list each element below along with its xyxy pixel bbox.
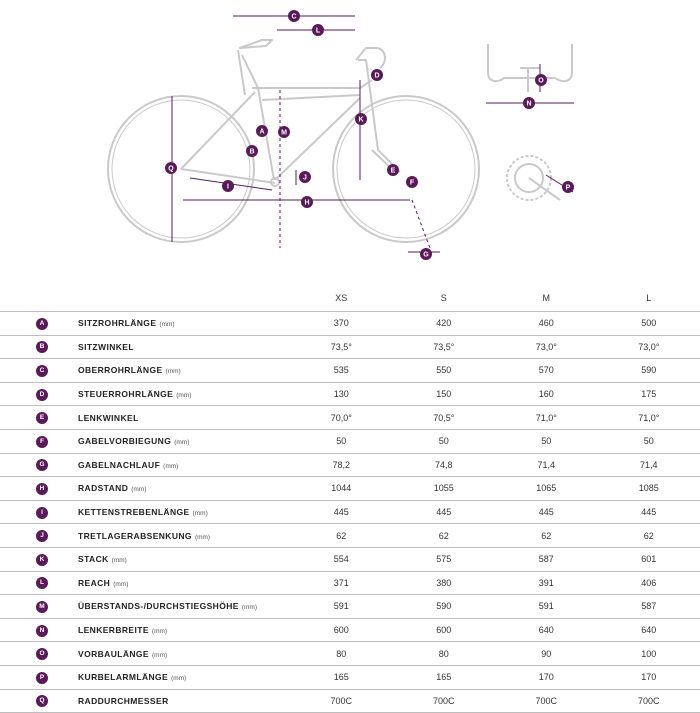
value-cell-l: 73,0° bbox=[598, 335, 700, 359]
value-cell-xs: 62 bbox=[290, 524, 393, 548]
value-cell-m: 71,4 bbox=[495, 453, 598, 477]
measurement-unit: (mm) bbox=[113, 581, 128, 588]
value-cell-l: 50 bbox=[598, 429, 700, 453]
measurement-name: VORBAULÄNGE bbox=[78, 649, 149, 659]
value-cell-s: 420 bbox=[393, 312, 496, 336]
badge-J bbox=[299, 171, 311, 183]
row-letter-cell bbox=[0, 618, 78, 642]
row-name-cell bbox=[78, 453, 290, 477]
measurement-name: KURBELARMLÄNGE bbox=[78, 672, 168, 682]
header-letter-cell bbox=[0, 285, 78, 312]
value-cell-xs: 50 bbox=[290, 429, 393, 453]
header-size: M bbox=[495, 285, 598, 312]
measurement-letter-badge: M bbox=[36, 601, 48, 613]
measurement-unit: (mm) bbox=[195, 534, 210, 541]
svg-text:G: G bbox=[423, 252, 429, 259]
row-letter-cell bbox=[0, 665, 78, 689]
table-row bbox=[0, 665, 700, 689]
row-name-cell bbox=[78, 382, 290, 406]
svg-text:J: J bbox=[303, 175, 307, 182]
value-cell-m: 700C bbox=[495, 689, 598, 713]
value-cell-s: 80 bbox=[393, 642, 496, 666]
measurement-unit: (mm) bbox=[174, 439, 189, 446]
table-row bbox=[0, 547, 700, 571]
measurement-unit: (mm) bbox=[112, 557, 127, 564]
measurement-name: GABELVORBIEGUNG bbox=[78, 436, 171, 446]
svg-text:E: E bbox=[391, 168, 396, 175]
value-cell-m: 587 bbox=[495, 547, 598, 571]
value-cell-m: 460 bbox=[495, 312, 598, 336]
measurement-letter-badge: G bbox=[36, 459, 48, 471]
row-letter-cell bbox=[0, 406, 78, 430]
value-cell-s: 73,5° bbox=[393, 335, 496, 359]
value-cell-xs: 70,0° bbox=[290, 406, 393, 430]
svg-text:K: K bbox=[358, 117, 363, 124]
row-name-cell bbox=[78, 335, 290, 359]
measurement-name: OBERROHRLÄNGE bbox=[78, 365, 163, 375]
value-cell-xs: 554 bbox=[290, 547, 393, 571]
value-cell-xs: 600 bbox=[290, 618, 393, 642]
value-cell-s: 165 bbox=[393, 665, 496, 689]
row-name-cell bbox=[78, 618, 290, 642]
bike-frame bbox=[181, 40, 400, 186]
measurement-unit: (mm) bbox=[176, 392, 191, 399]
row-letter-cell bbox=[0, 642, 78, 666]
measurement-name: RADDURCHMESSER bbox=[78, 696, 169, 706]
value-cell-m: 62 bbox=[495, 524, 598, 548]
value-cell-s: 1055 bbox=[393, 477, 496, 501]
crankset bbox=[507, 156, 560, 200]
measurement-letter-badge: A bbox=[36, 318, 48, 330]
badge-H bbox=[301, 196, 313, 208]
row-letter-cell bbox=[0, 453, 78, 477]
value-cell-s: 150 bbox=[393, 382, 496, 406]
measurement-letter-badge: C bbox=[36, 365, 48, 377]
value-cell-m: 640 bbox=[495, 618, 598, 642]
measurement-unit: (mm) bbox=[193, 510, 208, 517]
value-cell-s: 380 bbox=[393, 571, 496, 595]
row-name-cell bbox=[78, 595, 290, 619]
svg-text:P: P bbox=[566, 185, 571, 192]
geometry-table bbox=[0, 285, 700, 713]
row-name-cell bbox=[78, 665, 290, 689]
row-name-cell bbox=[78, 642, 290, 666]
measurement-letter-badge: O bbox=[36, 648, 48, 660]
badge-E bbox=[387, 164, 399, 176]
value-cell-xs: 700C bbox=[290, 689, 393, 713]
measurement-name: GABELNACHLAUF bbox=[78, 460, 160, 470]
value-cell-xs: 80 bbox=[290, 642, 393, 666]
value-cell-m: 1065 bbox=[495, 477, 598, 501]
measurement-name: LENKERBREITE bbox=[78, 625, 149, 635]
geometry-table-body bbox=[0, 312, 700, 713]
table-row bbox=[0, 453, 700, 477]
value-cell-m: 445 bbox=[495, 500, 598, 524]
value-cell-m: 591 bbox=[495, 595, 598, 619]
header-size: S bbox=[393, 285, 496, 312]
table-row bbox=[0, 524, 700, 548]
table-row bbox=[0, 406, 700, 430]
svg-text:O: O bbox=[538, 78, 544, 85]
value-cell-l: 445 bbox=[598, 500, 700, 524]
value-cell-xs: 130 bbox=[290, 382, 393, 406]
measurement-name: SITZWINKEL bbox=[78, 342, 134, 352]
table-row bbox=[0, 571, 700, 595]
row-name-cell bbox=[78, 689, 290, 713]
value-cell-xs: 73,5° bbox=[290, 335, 393, 359]
measurement-unit: (mm) bbox=[166, 368, 181, 375]
value-cell-xs: 591 bbox=[290, 595, 393, 619]
measurement-letter-badge: J bbox=[36, 530, 48, 542]
row-name-cell bbox=[78, 500, 290, 524]
value-cell-m: 391 bbox=[495, 571, 598, 595]
row-letter-cell bbox=[0, 595, 78, 619]
value-cell-m: 50 bbox=[495, 429, 598, 453]
row-letter-cell bbox=[0, 429, 78, 453]
value-cell-s: 575 bbox=[393, 547, 496, 571]
row-letter-cell bbox=[0, 477, 78, 501]
svg-text:B: B bbox=[249, 149, 254, 156]
measurement-name: LENKWINKEL bbox=[78, 413, 139, 423]
value-cell-l: 700C bbox=[598, 689, 700, 713]
table-row bbox=[0, 595, 700, 619]
value-cell-s: 550 bbox=[393, 359, 496, 383]
badge-I bbox=[222, 180, 234, 192]
badge-N bbox=[523, 97, 535, 109]
value-cell-l: 71,0° bbox=[598, 406, 700, 430]
header-size: L bbox=[598, 285, 700, 312]
measurement-letter-badge: N bbox=[36, 625, 48, 637]
svg-text:D: D bbox=[374, 73, 379, 80]
value-cell-l: 601 bbox=[598, 547, 700, 571]
front-wheel bbox=[333, 96, 479, 242]
value-cell-m: 170 bbox=[495, 665, 598, 689]
row-letter-cell bbox=[0, 335, 78, 359]
value-cell-l: 640 bbox=[598, 618, 700, 642]
measurement-lines bbox=[172, 16, 440, 252]
value-cell-s: 445 bbox=[393, 500, 496, 524]
value-cell-s: 62 bbox=[393, 524, 496, 548]
svg-text:Q: Q bbox=[168, 166, 174, 173]
table-row bbox=[0, 642, 700, 666]
measurement-letter-badge: I bbox=[36, 507, 48, 519]
row-letter-cell bbox=[0, 547, 78, 571]
value-cell-l: 100 bbox=[598, 642, 700, 666]
value-cell-s: 70,5° bbox=[393, 406, 496, 430]
measurement-letter-badge: Q bbox=[36, 695, 48, 707]
svg-text:C: C bbox=[291, 14, 296, 21]
badge-F bbox=[406, 176, 418, 188]
measurement-letter-badge: F bbox=[36, 436, 48, 448]
row-letter-cell bbox=[0, 359, 78, 383]
measurement-name: KETTENSTREBENLÄNGE bbox=[78, 507, 190, 517]
svg-text:H: H bbox=[304, 200, 309, 207]
measurement-name: SITZROHRLÄNGE bbox=[78, 318, 156, 328]
badge-D bbox=[371, 69, 383, 81]
badge-O bbox=[535, 74, 547, 86]
value-cell-xs: 1044 bbox=[290, 477, 393, 501]
bike-geometry-diagram bbox=[0, 0, 700, 280]
measurement-unit: (mm) bbox=[242, 604, 257, 611]
measurement-letter-badge: B bbox=[36, 341, 48, 353]
value-cell-xs: 78,2 bbox=[290, 453, 393, 477]
svg-text:N: N bbox=[526, 101, 531, 108]
row-name-cell bbox=[78, 406, 290, 430]
measurement-name: TRETLAGERABSENKUNG bbox=[78, 531, 192, 541]
measurement-unit: (mm) bbox=[131, 486, 146, 493]
value-cell-s: 600 bbox=[393, 618, 496, 642]
measurement-unit: (mm) bbox=[171, 675, 186, 682]
value-cell-l: 170 bbox=[598, 665, 700, 689]
value-cell-xs: 445 bbox=[290, 500, 393, 524]
badge-M bbox=[278, 126, 290, 138]
table-row bbox=[0, 312, 700, 336]
header-name-cell bbox=[78, 285, 290, 312]
svg-text:L: L bbox=[316, 28, 321, 35]
measurement-name: STEUERROHRLÄNGE bbox=[78, 389, 173, 399]
value-cell-s: 700C bbox=[393, 689, 496, 713]
table-header-row bbox=[0, 285, 700, 312]
row-letter-cell bbox=[0, 524, 78, 548]
table-row bbox=[0, 618, 700, 642]
row-letter-cell bbox=[0, 689, 78, 713]
value-cell-l: 1085 bbox=[598, 477, 700, 501]
value-cell-s: 74,8 bbox=[393, 453, 496, 477]
measurement-name: ÜBERSTANDS-/DURCHSTIEGSHÖHE bbox=[78, 601, 239, 611]
row-name-cell bbox=[78, 547, 290, 571]
badge-Q bbox=[165, 162, 177, 174]
table-row bbox=[0, 477, 700, 501]
row-name-cell bbox=[78, 477, 290, 501]
measurement-name: STACK bbox=[78, 554, 109, 564]
value-cell-xs: 535 bbox=[290, 359, 393, 383]
value-cell-l: 175 bbox=[598, 382, 700, 406]
value-cell-l: 406 bbox=[598, 571, 700, 595]
badge-B bbox=[246, 145, 258, 157]
table-row bbox=[0, 382, 700, 406]
header-size: XS bbox=[290, 285, 393, 312]
row-name-cell bbox=[78, 429, 290, 453]
svg-text:I: I bbox=[227, 184, 229, 191]
measurement-unit: (mm) bbox=[163, 463, 178, 470]
row-letter-cell bbox=[0, 382, 78, 406]
table-row bbox=[0, 500, 700, 524]
value-cell-s: 50 bbox=[393, 429, 496, 453]
badge-K bbox=[355, 113, 367, 125]
row-name-cell bbox=[78, 571, 290, 595]
value-cell-s: 590 bbox=[393, 595, 496, 619]
value-cell-l: 587 bbox=[598, 595, 700, 619]
measurement-unit: (mm) bbox=[159, 321, 174, 328]
badge-A bbox=[256, 125, 268, 137]
value-cell-l: 500 bbox=[598, 312, 700, 336]
value-cell-m: 71,0° bbox=[495, 406, 598, 430]
measurement-name: RADSTAND bbox=[78, 483, 128, 493]
row-name-cell bbox=[78, 359, 290, 383]
svg-text:M: M bbox=[281, 130, 287, 137]
row-letter-cell bbox=[0, 312, 78, 336]
row-name-cell bbox=[78, 312, 290, 336]
value-cell-xs: 371 bbox=[290, 571, 393, 595]
row-name-cell bbox=[78, 524, 290, 548]
row-letter-cell bbox=[0, 500, 78, 524]
measurement-letter-badge: L bbox=[36, 577, 48, 589]
measurement-name: REACH bbox=[78, 578, 110, 588]
value-cell-xs: 165 bbox=[290, 665, 393, 689]
measurement-letter-badge: P bbox=[36, 672, 48, 684]
value-cell-m: 90 bbox=[495, 642, 598, 666]
table-row bbox=[0, 689, 700, 713]
value-cell-m: 160 bbox=[495, 382, 598, 406]
badge-P bbox=[562, 181, 574, 193]
svg-text:F: F bbox=[410, 180, 415, 187]
measurement-unit: (mm) bbox=[152, 628, 167, 635]
value-cell-l: 590 bbox=[598, 359, 700, 383]
value-cell-l: 71,4 bbox=[598, 453, 700, 477]
table-row bbox=[0, 335, 700, 359]
badge-G bbox=[420, 248, 432, 260]
measurement-letter-badge: H bbox=[36, 483, 48, 495]
svg-text:A: A bbox=[259, 129, 264, 136]
value-cell-xs: 370 bbox=[290, 312, 393, 336]
table-row bbox=[0, 429, 700, 453]
measurement-unit: (mm) bbox=[152, 652, 167, 659]
measurement-letter-badge: D bbox=[36, 389, 48, 401]
value-cell-l: 62 bbox=[598, 524, 700, 548]
row-letter-cell bbox=[0, 571, 78, 595]
badge-C bbox=[288, 10, 300, 22]
value-cell-m: 570 bbox=[495, 359, 598, 383]
handlebar-top-view bbox=[488, 44, 572, 92]
measurement-letter-badge: K bbox=[36, 554, 48, 566]
value-cell-m: 73,0° bbox=[495, 335, 598, 359]
table-row bbox=[0, 359, 700, 383]
measurement-letter-badge: E bbox=[36, 412, 48, 424]
badge-L bbox=[312, 24, 324, 36]
